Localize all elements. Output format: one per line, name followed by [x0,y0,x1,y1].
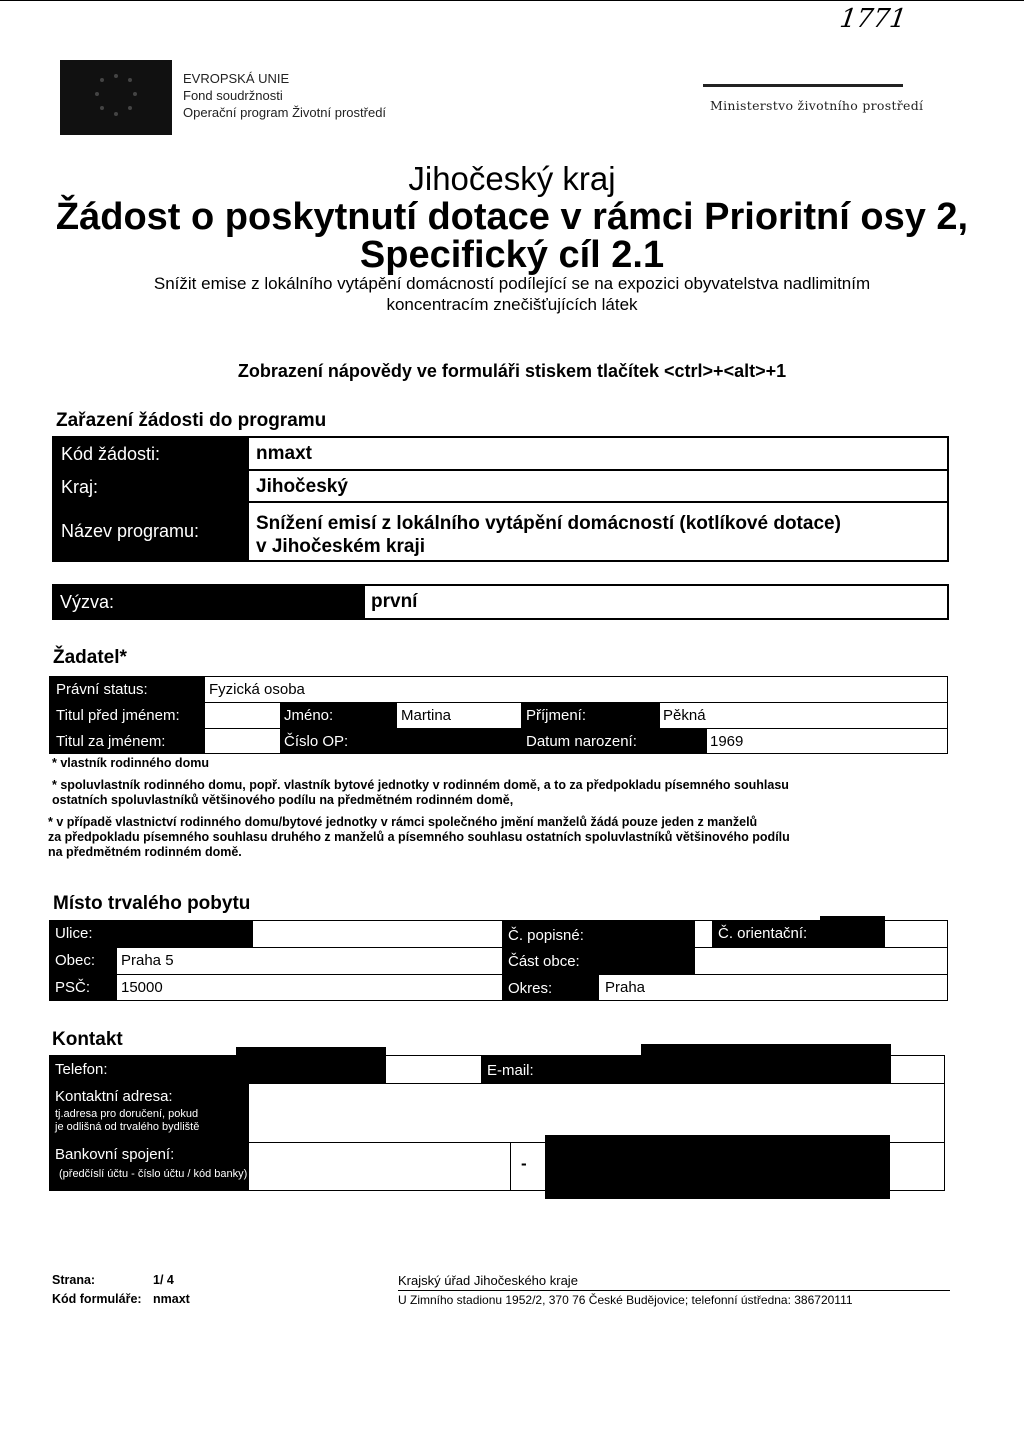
email-label: E-mail: [487,1062,534,1079]
col-divider [396,702,397,728]
id-card-field-redacted[interactable] [396,728,521,754]
col-divider [659,702,660,728]
page-number: 1/ 4 [153,1273,174,1287]
footer-rule [398,1290,950,1291]
email-redacted [641,1044,891,1083]
applicant-heading: Žadatel* [53,647,127,668]
birth-label: Datum narození: [526,733,637,750]
col-divider [712,920,713,947]
part-field[interactable] [695,947,947,974]
program-heading: Zařazení žádosti do programu [56,410,327,431]
eu-line: Fond soudržnosti [183,88,283,103]
main-title-line2: Specifický cíl 2.1 [359,234,665,276]
district-label: Okres: [508,980,553,997]
title-before-label: Titul před jménem: [56,707,180,724]
bank-prefix-field[interactable] [250,1143,510,1190]
row-divider [249,469,949,471]
program-name-line: Snížení emisí z lokálního vytápění domácností (kotlíkové dotace) [256,513,841,534]
bank-label: Bankovní spojení: [55,1146,175,1163]
legal-status-field[interactable]: Fyzická osoba [209,681,305,698]
note [52,778,952,808]
note-line: * spoluvlastník rodinného domu, popř. vlastník bytové jednotky v rodinném domě, a to za předpokladu písemného souhlasu [52,778,789,792]
residence-heading: Místo trvalého pobytu [53,893,251,914]
contact-address-hint [55,1108,199,1134]
phone-field[interactable] [386,1055,481,1083]
eu-line: EVROPSKÁ UNIE [183,71,290,86]
note [48,815,953,860]
first-name-label: Jméno: [284,707,334,724]
col-divider [481,1055,482,1083]
phone-label: Telefon: [55,1061,108,1078]
call-field[interactable]: první [371,591,418,612]
call-label: Výzva: [60,592,115,612]
hint-line: je odlišná od trvalého bydliště [55,1121,200,1133]
orient-no-redacted [820,916,885,947]
street-redacted [117,920,252,947]
orient-no-label: Č. orientační: [718,925,808,942]
zip-label: PSČ: [55,979,91,996]
scan-edge [0,0,1024,1]
office-name: Krajský úřad Jihočeského kraje [398,1273,578,1288]
zip-field[interactable]: 15000 [121,979,163,996]
subtitle-line2: koncentracím znečišťujících látek [386,295,638,314]
town-label: Obec: [55,952,96,969]
house-no-redacted [599,920,695,974]
district-field[interactable]: Praha [605,979,646,996]
first-name-field[interactable]: Martina [401,707,452,724]
region-title: Jihočeský kraj [408,160,616,197]
bank-hint: (předčíslí účtu - číslo účtu / kód banky) [59,1168,248,1180]
house-no-label: Č. popisné: [508,927,584,944]
town-field[interactable]: Praha 5 [121,952,174,969]
col-divider [510,1142,511,1191]
surname-label: Příjmení: [526,707,587,724]
contact-heading: Kontakt [52,1029,123,1050]
phone-redacted [236,1047,386,1083]
region-field[interactable]: Jihočeský [256,476,348,497]
street-field[interactable] [253,920,501,947]
row-divider [49,974,948,975]
col-divider [521,702,522,754]
subtitle-line1: Snížit emise z lokálního vytápění domácností podílející se na expozici obyvatelstva nadlimitním [153,274,871,293]
title-after-field[interactable] [205,728,280,754]
form-code: nmaxt [153,1292,190,1306]
help-text: Zobrazení nápovědy ve formuláři stiskem tlačítek <ctrl>+<alt>+1 [237,361,787,381]
eu-line: Operační program Životní prostředí [183,105,387,120]
title-after-label: Titul za jménem: [56,733,166,750]
contact-address-field[interactable] [250,1084,944,1141]
hint-line: tj.adresa pro doručení, pokud [55,1108,199,1120]
bank-account-redacted [545,1135,890,1199]
note-line: * v případě vlastnictví rodinného domu/bytové jednotky v rámci společného jmění manželů žádá pouze jeden z manželů [48,815,758,829]
page-number-label: Strana: [52,1273,96,1287]
code-field[interactable]: nmaxt [256,443,312,464]
program-name-line: v Jihočeském kraji [256,536,425,557]
main-title-line1: Žádost o poskytnutí dotace v rámci Prioritní osy 2, [55,196,969,238]
note-line: za předpokladu písemného souhlasu druhého z manželů a písemného souhlasu ostatních spoluvlastníků většinového podílu [48,830,790,844]
surname-field[interactable]: Pěkná [663,707,706,724]
street-label: Ulice: [55,925,93,942]
handwritten-number: 1771 [837,4,909,34]
note-line: ostatních spoluvlastníků většinového podílu na předmětném rodinném domě, [52,793,514,807]
bank-dash: - [521,1154,527,1173]
note: * vlastník rodinného domu [52,756,209,770]
program-name-label: Název programu: [61,521,200,541]
office-address: U Zimního stadionu 1952/2, 370 76 České Budějovice; telefonní ústředna: 386720111 [398,1293,853,1307]
contact-address-label: Kontaktní adresa: [55,1088,173,1105]
part-label: Část obce: [508,953,580,970]
ministry-logo-bar [703,84,903,87]
note-line: na předmětném rodinném domě. [48,845,242,859]
region-label: Kraj: [61,477,99,497]
id-card-label: Číslo OP: [284,733,349,750]
form-code-label: Kód formuláře: [52,1292,142,1306]
code-label: Kód žádosti: [61,444,161,464]
legal-status-label: Právní status: [56,681,148,698]
eu-flag-logo [60,60,172,135]
title-before-field[interactable] [205,702,280,728]
birth-field[interactable]: 1969 [710,733,744,750]
row-divider [249,501,949,503]
eu-text-block [183,70,386,121]
ministry-name: Ministerstvo životního prostředí [710,98,924,113]
program-name-field[interactable] [256,512,841,558]
